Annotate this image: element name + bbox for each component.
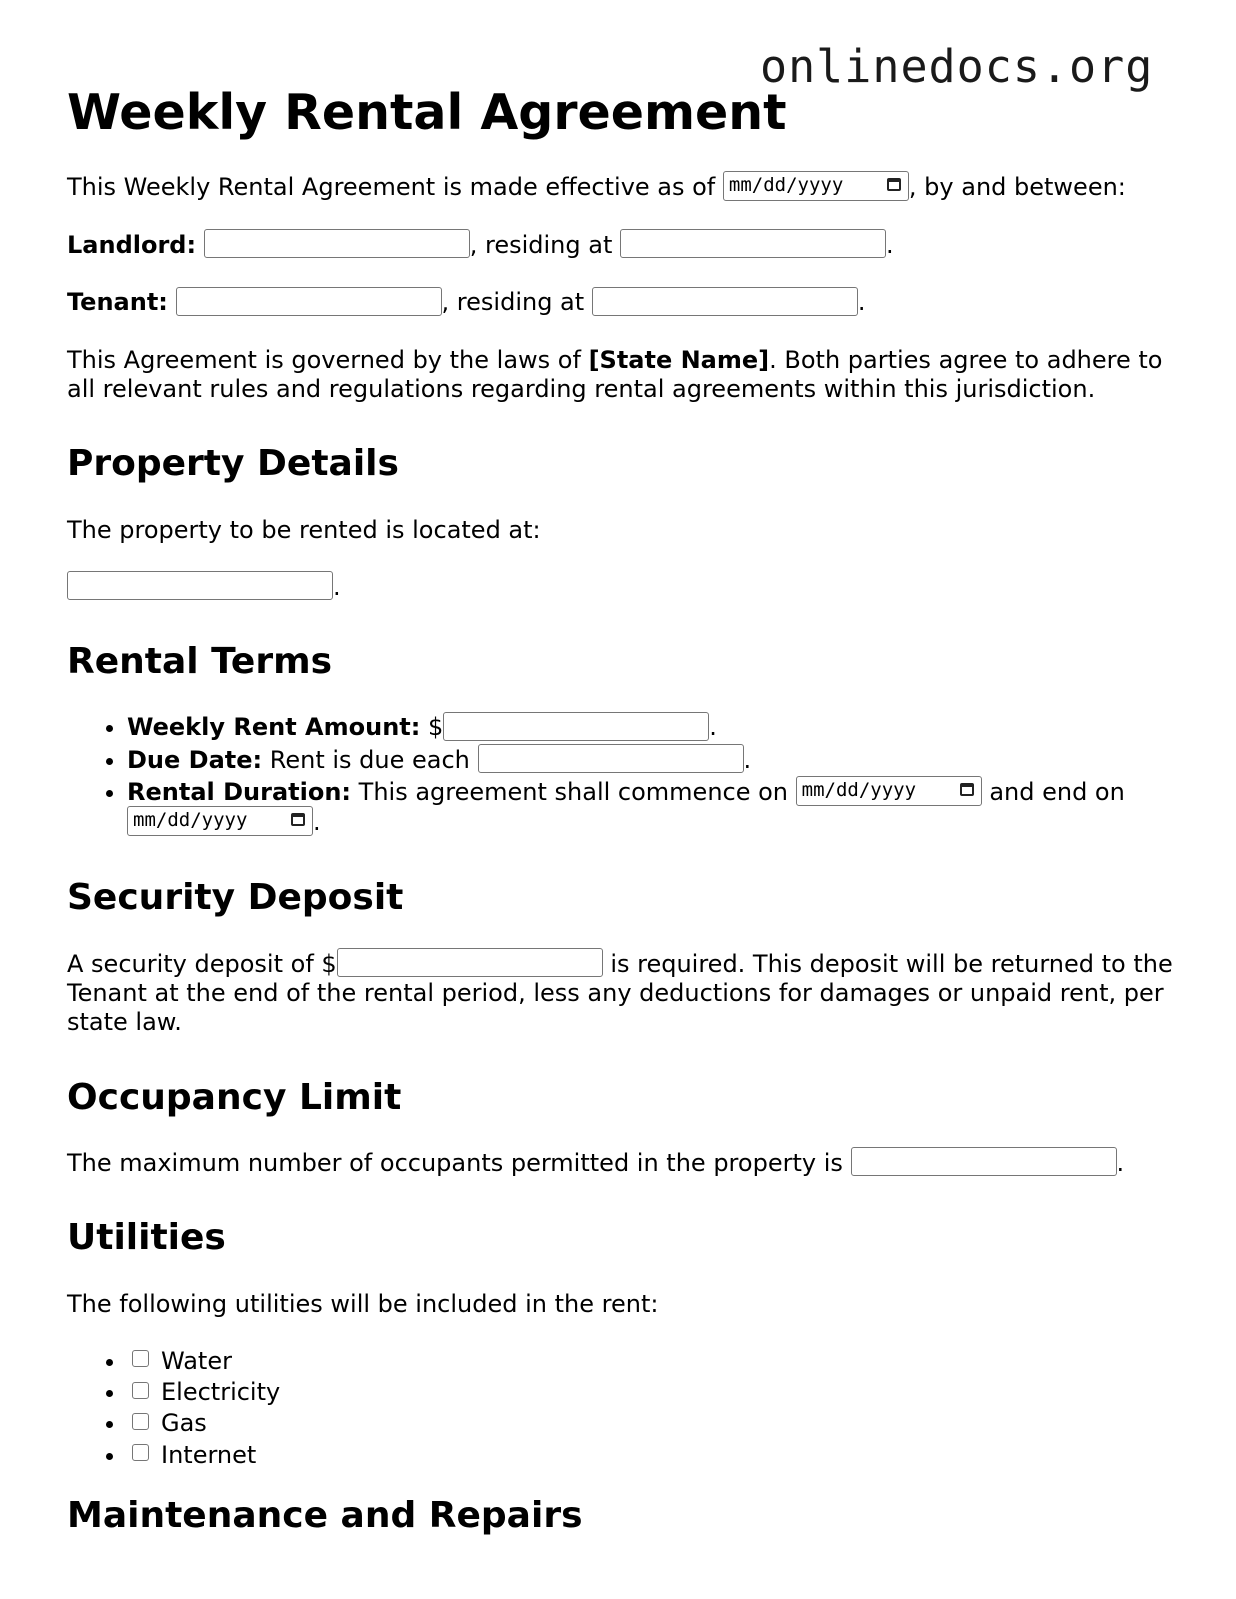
period: .	[857, 288, 866, 317]
and-end-text: and end on	[989, 778, 1125, 807]
tenant-label: Tenant:	[67, 288, 168, 317]
security-deposit-heading: Security Deposit	[67, 877, 404, 919]
period: .	[709, 713, 717, 742]
duration-text: This agreement shall commence on	[358, 778, 789, 807]
security-after-text: is required. This deposit will be returned to the Tenant at the end of the rental period, less any deductions for damages or unpaid rent, per state law.	[67, 949, 1173, 1037]
page-title: Weekly Rental Agreement	[67, 84, 787, 141]
governing-law-paragraph	[67, 346, 1177, 405]
period: .	[886, 230, 894, 259]
landlord-residing-text: , residing at	[469, 230, 613, 259]
utilities-text: The following utilities will be included in the rent:	[67, 1289, 659, 1318]
maintenance-heading: Maintenance and Repairs	[67, 1494, 583, 1536]
utility-label: Internet	[161, 1440, 257, 1469]
occupancy-text: The maximum number of occupants permitted in the property is	[67, 1148, 843, 1177]
intro-text: This Weekly Rental Agreement is made effective as of	[67, 172, 716, 201]
security-text: A security deposit of $	[67, 949, 337, 978]
document-page	[67, 84, 1177, 1567]
landlord-name-input[interactable]	[204, 229, 470, 258]
date-placeholder: mm/dd/yyyy	[728, 173, 844, 196]
governing-text: This Agreement is governed by the laws of	[67, 345, 581, 374]
utilities-list	[67, 1347, 1177, 1470]
intro-paragraph	[67, 173, 1177, 203]
dollar-sign: $	[427, 713, 444, 742]
calendar-icon[interactable]	[960, 783, 974, 796]
property-address-input[interactable]	[67, 571, 333, 600]
tenant-address-input[interactable]	[592, 287, 858, 316]
utilities-heading: Utilities	[67, 1217, 226, 1259]
calendar-icon[interactable]	[887, 178, 901, 191]
period: .	[313, 808, 321, 837]
end-date-input[interactable]	[127, 806, 313, 836]
rent-amount-label: Weekly Rent Amount:	[127, 713, 421, 742]
utility-label: Water	[161, 1346, 232, 1375]
property-text: The property to be rented is located at:	[67, 515, 541, 544]
list-item	[127, 713, 1177, 743]
security-paragraph	[67, 950, 1177, 1038]
property-details-heading: Property Details	[67, 443, 399, 485]
tenant-name-input[interactable]	[176, 287, 442, 316]
start-date-input[interactable]	[796, 776, 982, 806]
tenant-residing-text: , residing at	[441, 288, 585, 317]
period: .	[1116, 1148, 1125, 1177]
utility-label: Gas	[161, 1409, 207, 1438]
landlord-line	[67, 231, 1177, 261]
occupancy-limit-input[interactable]	[851, 1147, 1117, 1176]
governing-after-text: . Both parties agree to adhere to all relevant rules and regulations regarding rental agreements within this jurisdiction.	[67, 345, 1163, 404]
rental-terms-list	[67, 713, 1177, 838]
electricity-checkbox[interactable]	[132, 1382, 149, 1399]
occupancy-paragraph	[67, 1149, 1177, 1179]
security-deposit-input[interactable]	[337, 948, 603, 977]
utility-label: Electricity	[161, 1378, 281, 1407]
intro-after-text: , by and between:	[908, 172, 1126, 201]
date-placeholder: mm/dd/yyyy	[133, 809, 248, 832]
weekly-rent-input[interactable]	[443, 712, 709, 741]
list-item	[127, 1347, 1177, 1376]
list-item	[127, 1441, 1177, 1470]
date-placeholder: mm/dd/yyyy	[801, 779, 917, 802]
due-date-label: Due Date:	[127, 745, 263, 774]
period: .	[333, 572, 341, 601]
rental-duration-label: Rental Duration:	[127, 778, 352, 807]
list-item	[127, 746, 1177, 776]
tenant-line	[67, 288, 1177, 318]
due-day-input[interactable]	[478, 744, 744, 773]
due-date-text: Rent is due each	[269, 745, 470, 774]
list-item	[127, 778, 1177, 838]
rental-terms-heading: Rental Terms	[67, 641, 333, 683]
water-checkbox[interactable]	[132, 1350, 149, 1367]
gas-checkbox[interactable]	[132, 1413, 149, 1430]
occupancy-limit-heading: Occupancy Limit	[67, 1076, 402, 1118]
landlord-address-input[interactable]	[620, 229, 886, 258]
landlord-label: Landlord:	[67, 230, 197, 259]
list-item	[127, 1409, 1177, 1438]
list-item	[127, 1378, 1177, 1407]
internet-checkbox[interactable]	[132, 1444, 149, 1461]
calendar-icon[interactable]	[291, 813, 305, 826]
property-address-line	[67, 573, 1177, 603]
effective-date-input[interactable]	[723, 171, 909, 201]
watermark: onlinedocs.org	[760, 40, 1154, 93]
period: .	[743, 745, 752, 774]
state-name: [State Name]	[588, 345, 770, 374]
